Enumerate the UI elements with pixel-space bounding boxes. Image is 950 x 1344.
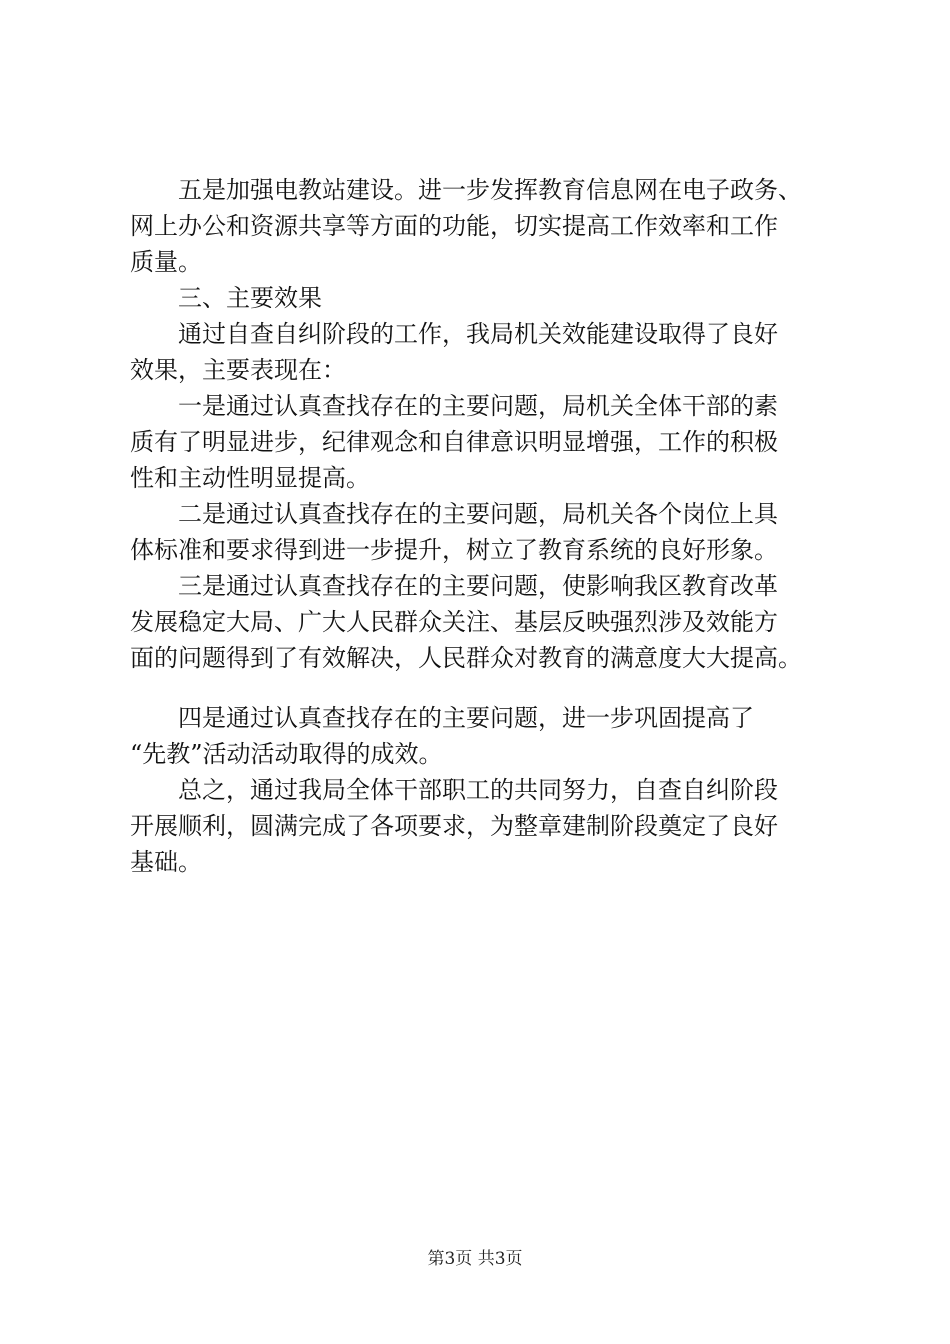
- text-line: 四是通过认真查找存在的主要问题，进一步巩固提高了: [178, 704, 754, 732]
- text-line: 效果，主要表现在：: [130, 356, 346, 384]
- text-line: 一是通过认真查找存在的主要问题，局机关全体干部的素: [178, 392, 778, 420]
- text-line: 质量。: [130, 248, 202, 276]
- document-body: [130, 172, 830, 880]
- text-line: “先教”活动活动取得的成效。: [130, 740, 443, 768]
- section-heading: 三、主要效果: [178, 284, 322, 312]
- text-line: 质有了明显进步，纪律观念和自律意识明显增强，工作的积极: [130, 428, 778, 456]
- text-line: 三是通过认真查找存在的主要问题，使影响我区教育改革: [178, 572, 778, 600]
- text-line: 基础。: [130, 848, 202, 876]
- text-line: 性和主动性明显提高。: [130, 464, 370, 492]
- text-line: 面的问题得到了有效解决，人民群众对教育的满意度大大提高。: [130, 644, 802, 672]
- text-line: 二是通过认真查找存在的主要问题，局机关各个岗位上具: [178, 500, 778, 528]
- text-line: 体标准和要求得到进一步提升，树立了教育系统的良好形象。: [130, 536, 778, 564]
- page-number-footer: 第3页 共3页: [427, 1249, 523, 1269]
- text-line: 五是加强电教站建设。进一步发挥教育信息网在电子政务、: [178, 176, 802, 204]
- text-line: 发展稳定大局、广大人民群众关注、基层反映强烈涉及效能方: [130, 608, 778, 636]
- text-line: 网上办公和资源共享等方面的功能，切实提高工作效率和工作: [130, 212, 778, 240]
- text-line: 开展顺利，圆满完成了各项要求，为整章建制阶段奠定了良好: [130, 812, 778, 840]
- text-line: 总之，通过我局全体干部职工的共同努力，自查自纠阶段: [178, 776, 778, 804]
- text-line: 通过自查自纠阶段的工作，我局机关效能建设取得了良好: [178, 320, 778, 348]
